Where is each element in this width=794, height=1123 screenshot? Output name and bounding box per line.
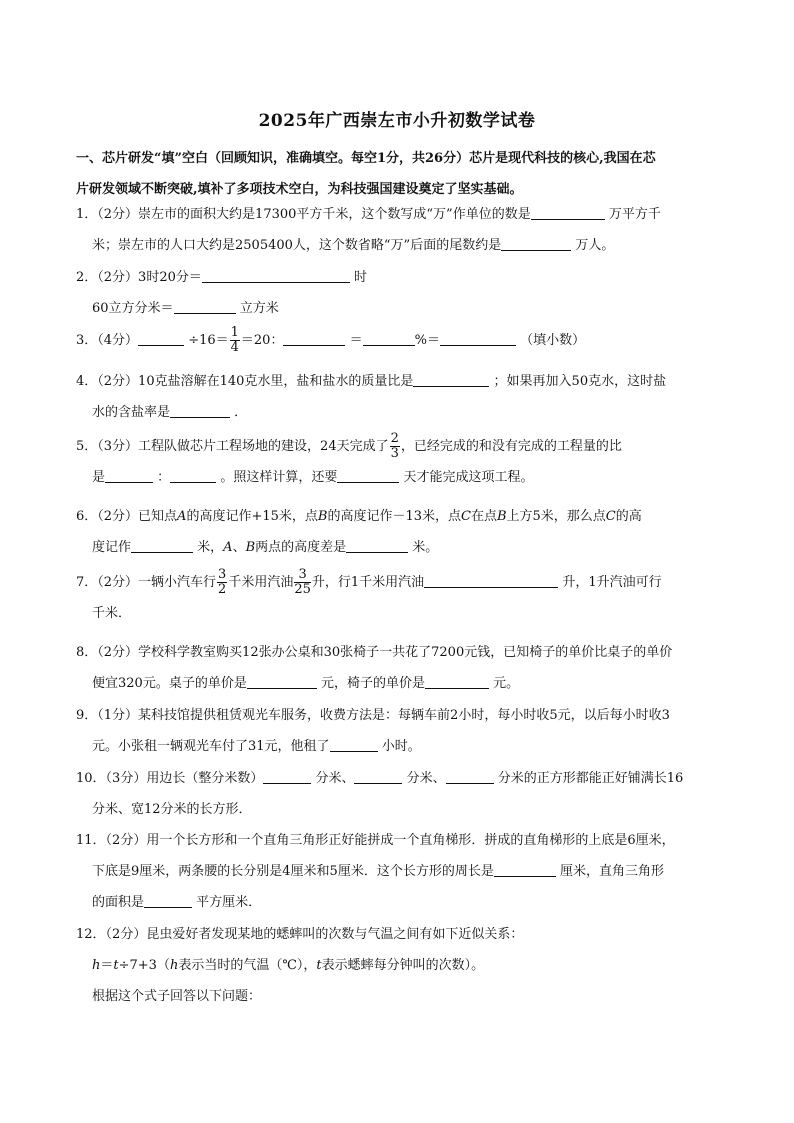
question-9: 9．（1分）某科技馆提供租赁观光车服务，收费方法是：每辆车前2小时，每小时收5元，以后每小时收3 元。小张租一辆观光车付了31元，他租了 小时。: [76, 708, 670, 754]
section-heading: [76, 143, 722, 205]
question-1: 1．（2分）崇左市的面积大约是17300平方千米，这个数写成“万”作单位的数是 万平方千 米；崇左市的人口大约是2505400人，这个数省略“万”后面的尾数约是 万人。: [76, 207, 661, 253]
answer-blank[interactable]: [531, 205, 605, 220]
question-3: 3．（4分） ÷16＝ $\frac{1}{4}$ ＝20： ＝ %＝ （填小数）: [76, 325, 586, 355]
answer-blank[interactable]: [131, 538, 193, 553]
question-12: 12．（2分）昆虫爱好者发现某地的蟋蟀叫的次数与气温之间有如下近似关系： h＝t÷7+3（h表示当时的气温（℃），t表示蟋蟀每分钟叫的次数）。 根据这个式子回答以下问题：: [76, 927, 524, 1004]
fraction-two-thirds: $\frac{2}{3}$: [390, 431, 399, 461]
answer-blank[interactable]: [263, 769, 311, 784]
fraction-one-quarter: $\frac{1}{4}$: [230, 325, 239, 355]
answer-blank[interactable]: [138, 331, 184, 346]
page-title: 2025年广西崇左市小升初数学试卷: [258, 111, 536, 131]
answer-blank[interactable]: [424, 573, 558, 588]
answer-blank[interactable]: [144, 893, 192, 908]
answer-blank[interactable]: [170, 468, 216, 483]
answer-blank[interactable]: [202, 268, 350, 283]
fraction-three-twentyfifths: $\frac{3}{25}$: [294, 567, 311, 597]
answer-blank[interactable]: [170, 403, 230, 418]
answer-blank[interactable]: [283, 331, 345, 346]
question-10: 10．（3分）用边长（整分米数） 分米、 分米、 分米的正方形都能正好铺满长16 分米、宽12分米的长方形．: [76, 771, 684, 817]
answer-blank[interactable]: [247, 674, 317, 689]
question-7: 7．（2分）一辆小汽车行 $\frac{3}{2}$ 千米用汽油 $\frac{3}{25}$ 升，行1千米用汽油 升，1升汽油可行 千米．: [76, 567, 662, 621]
answer-blank[interactable]: [337, 468, 399, 483]
answer-blank[interactable]: [440, 331, 516, 346]
question-6: 6．（2分）已知点A的高度记作+15米，点B的高度记作－13米，点C在点B上方5米，那么点C的高 度记作 米，A、B两点的高度差是 米。: [76, 509, 642, 555]
question-11: 11．（2分）用一个长方形和一个直角三角形正好能拼成一个直角梯形．拼成的直角梯形的上底是6厘米， 下底是9厘米，两条腰的长分别是4厘米和5厘米．这个长方形的周长是 厘米，直角三角形 的面积是 平方厘米．: [76, 833, 675, 910]
answer-blank[interactable]: [494, 862, 556, 877]
question-8: 8．（2分）学校科学教室购买12张办公桌和30张椅子一共花了7200元钱，已知椅子的单价比桌子的单价 便宜320元。桌子的单价是 元，椅子的单价是 元。: [76, 645, 673, 691]
section-line-1: 一、芯片研发“填”空白（回顾知识，准确填空。每空1分，共26分）芯片是现代科技的核心,我国在芯: [76, 151, 656, 166]
question-5: 5．（3分）工程队做芯片工程场地的建设，24天完成了 $\frac{2}{3}$ ，已经完成的和没有完成的工程量的比 是 ： 。照这样计算，还要 天才能完成这项工程。: [76, 431, 622, 485]
fraction-three-halves: $\frac{3}{2}$: [218, 567, 227, 597]
answer-blank[interactable]: [354, 769, 402, 784]
question-2: 2．（2分）3时20分＝ 时 60立方分米＝ 立方米: [76, 270, 368, 316]
answer-blank[interactable]: [174, 299, 236, 314]
section-line-2: 片研发领域不断突破,填补了多项技术空白，为科技强国建设奠定了坚实基础。: [76, 182, 523, 197]
question-4: 4．（2分）10克盐溶解在140克水里，盐和盐水的质量比是 ；如果再加入50克水，这时盐 水的含盐率是 ．: [76, 374, 667, 420]
answer-blank[interactable]: [330, 737, 378, 752]
answer-blank[interactable]: [346, 538, 408, 553]
answer-blank[interactable]: [413, 372, 489, 387]
answer-blank[interactable]: [105, 468, 153, 483]
answer-blank[interactable]: [446, 769, 494, 784]
answer-blank[interactable]: [501, 236, 571, 251]
answer-blank[interactable]: [425, 674, 489, 689]
answer-blank[interactable]: [363, 331, 415, 346]
